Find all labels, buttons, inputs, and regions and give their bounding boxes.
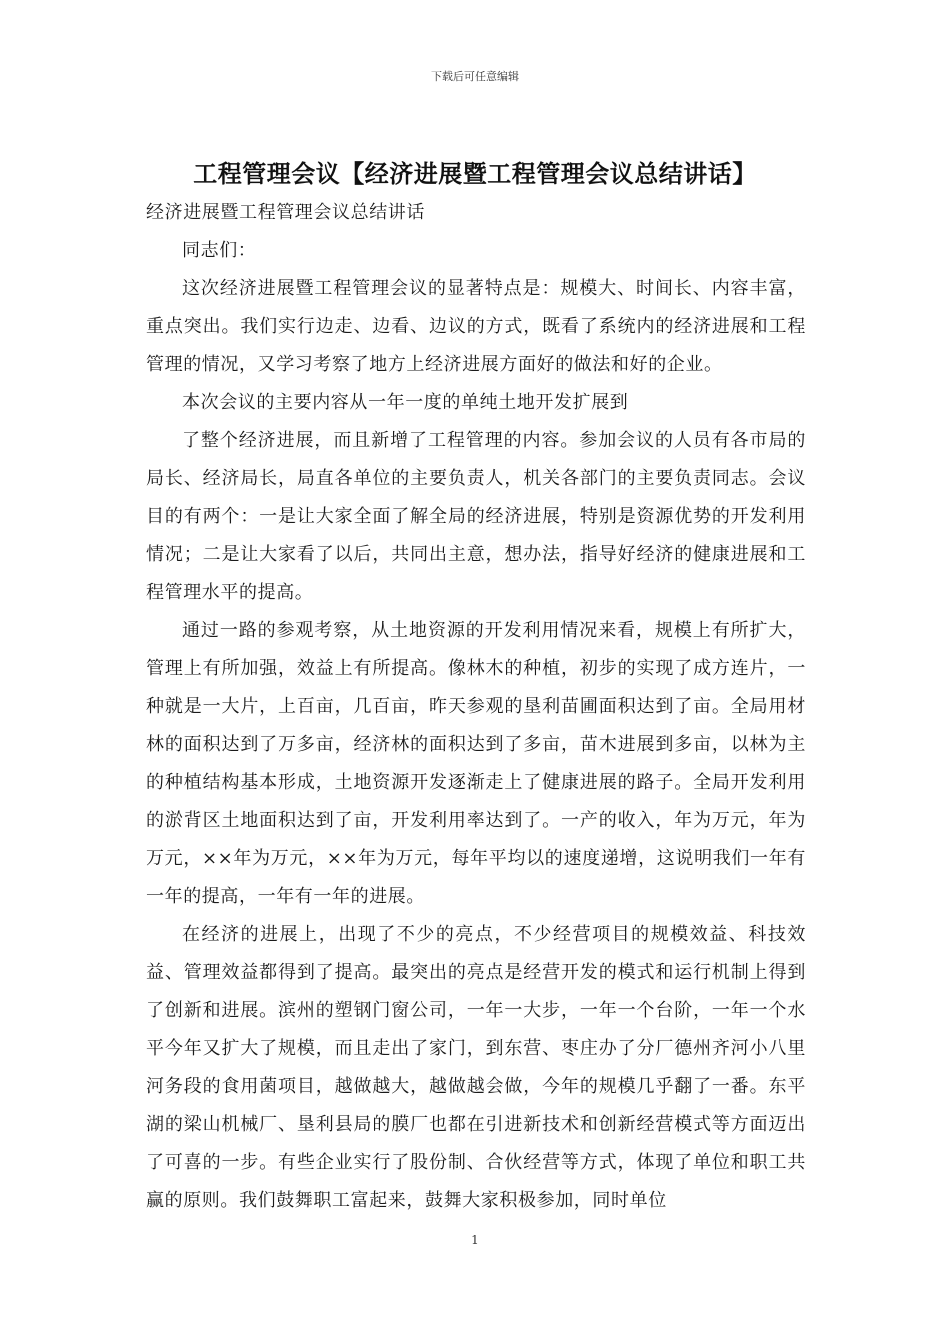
document-subtitle: 经济进展暨工程管理会议总结讲话 — [146, 202, 425, 223]
page-number: 1 — [471, 1233, 479, 1247]
paragraph: 这次经济进展暨工程管理会议的显著特点是：规模大、时间长、内容丰富，重点突出。我们实行边走、边看、边议的方式，既看了系统内的经济进展和工程管理的情况，又学习考察了地方上经济进展方面好的做法和好的企业。 — [146, 278, 806, 375]
paragraph: 本次会议的主要内容从一年一度的单纯土地开发扩展到 — [182, 392, 629, 413]
paragraph: 通过一路的参观考察，从土地资源的开发利用情况来看，规模上有所扩大，管理上有所加强，效益上有所提高。像林木的种植，初步的实现了成方连片，一种就是一大片，上百亩，几百亩，昨天参观的垦利苗圃面积达到了亩。全局用材林的面积达到了万多亩，经济林的面积达到了多亩，苗木进展到多亩，以林为主的种植结构基本形成，土地资源开发逐渐走上了健康进展的路子。全局开发利用的淤背区土地面积达到了亩，开发利用率达到了。一产的收入，年为万元，年为万元，××年为万元，××年为万元，每年平均以的速度递增，这说明我们一年有一年的提高，一年有一年的进展。 — [146, 620, 806, 907]
document-title: 工程管理会议【经济进展暨工程管理会议总结讲话】 — [193, 159, 757, 188]
header-note: 下载后可任意编辑 — [431, 70, 519, 83]
paragraph: 在经济的进展上，出现了不少的亮点，不少经营项目的规模效益、科技效益、管理效益都得到了提高。最突出的亮点是经营开发的模式和运行机制上得到了创新和进展。滨州的塑钢门窗公司，一年一大步，一年一个台阶，一年一个水平今年又扩大了规模，而且走出了家门，到东营、枣庄办了分厂德州齐河小八里河务段的食用菌项目，越做越大，越做越会做，今年的规模几乎翻了一番。东平湖的梁山机械厂、垦利县局的膜厂也都在引进新技术和创新经营模式等方面迈出了可喜的一步。有些企业实行了股份制、合伙经营等方式，体现了单位和职工共赢的原则。我们鼓舞职工富起来，鼓舞大家积极参加，同时单位 — [146, 924, 806, 1211]
paragraph: 了整个经济进展，而且新增了工程管理的内容。参加会议的人员有各市局的局长、经济局长，局直各单位的主要负责人，机关各部门的主要负责同志。会议目的有两个：一是让大家全面了解全局的经济进展，特别是资源优势的开发利用情况；二是让大家看了以后，共同出主意，想办法，指导好经济的健康进展和工程管理水平的提高。 — [146, 430, 806, 603]
paragraph-salutation: 同志们： — [182, 240, 257, 261]
document-body — [146, 194, 806, 1220]
